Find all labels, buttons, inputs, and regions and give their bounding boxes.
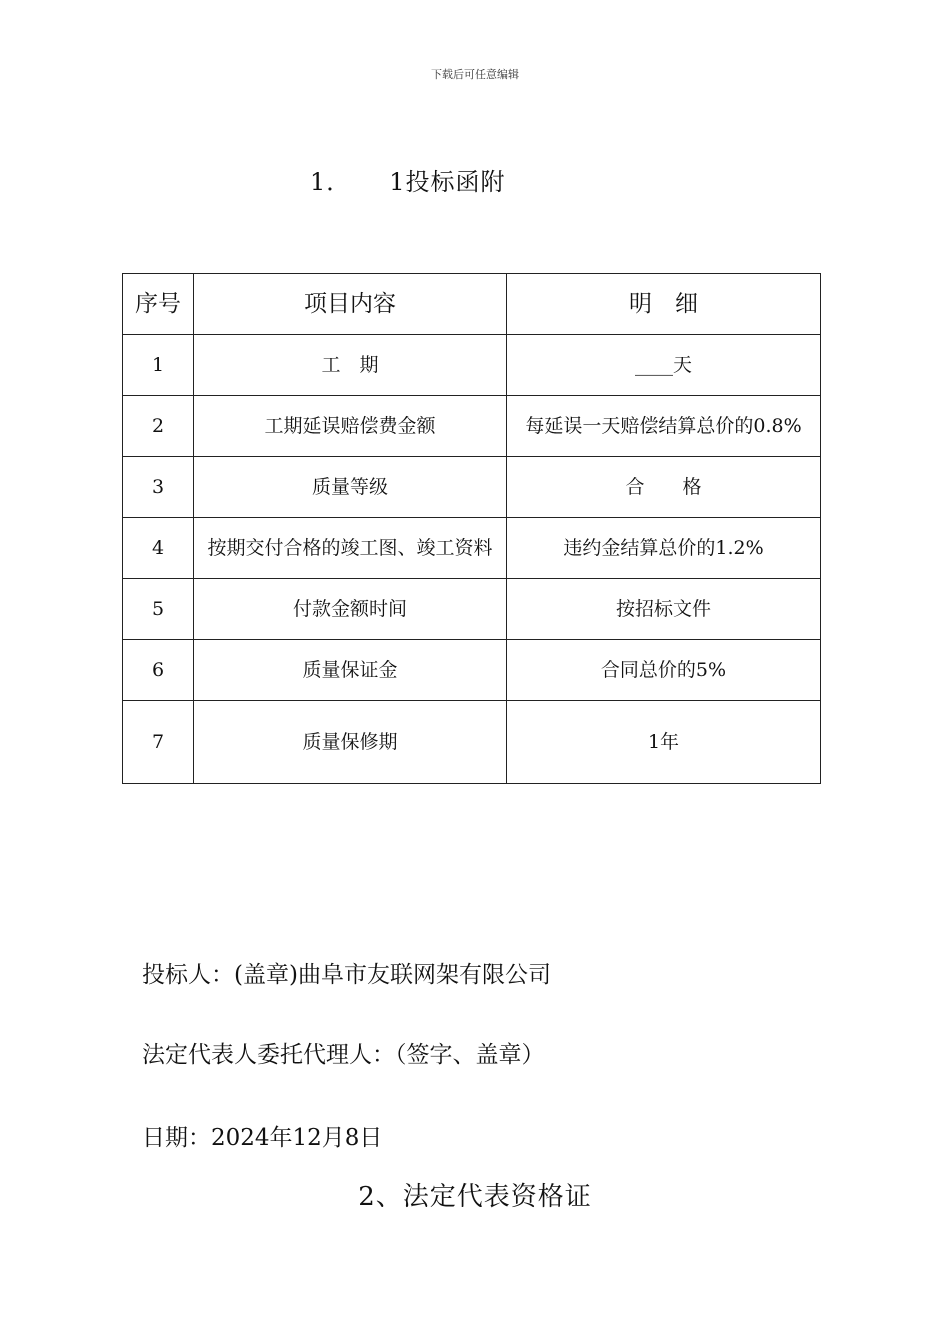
cell-item: 工 期 [194, 335, 507, 396]
cell-no: 6 [123, 640, 194, 701]
bid-appendix-table [122, 273, 821, 784]
cell-detail: 按招标文件 [507, 579, 821, 640]
cell-no: 7 [123, 701, 194, 784]
cell-detail: 合 格 [507, 457, 821, 518]
header-detail: 明 细 [507, 274, 821, 335]
cell-item: 质量等级 [194, 457, 507, 518]
table-header-row [123, 274, 821, 335]
table-row [123, 335, 821, 396]
cell-detail: 1年 [507, 701, 821, 784]
cell-no: 1 [123, 335, 194, 396]
cell-item: 质量保证金 [194, 640, 507, 701]
cell-item: 按期交付合格的竣工图、竣工资料 [194, 518, 507, 579]
cell-detail: 违约金结算总价的1.2% [507, 518, 821, 579]
table-row [123, 518, 821, 579]
cell-no: 5 [123, 579, 194, 640]
header-no: 序号 [123, 274, 194, 335]
cell-item: 质量保修期 [194, 701, 507, 784]
table-row [123, 579, 821, 640]
section2-title: 2、法定代表资格证 [358, 1182, 592, 1212]
table-row [123, 701, 821, 784]
cell-no: 4 [123, 518, 194, 579]
bidder-line: 投标人：(盖章)曲阜市友联网架有限公司 [142, 962, 551, 988]
cell-item: 付款金额时间 [194, 579, 507, 640]
section-title: 1． 1投标函附 [310, 168, 506, 196]
agent-signature-line: 法定代表人委托代理人：（签字、盖章） [142, 1042, 545, 1068]
table-row [123, 640, 821, 701]
cell-no: 3 [123, 457, 194, 518]
table-row [123, 457, 821, 518]
date-line: 日期：2024年12月8日 [142, 1125, 383, 1151]
header-item: 项目内容 [194, 274, 507, 335]
cell-detail: ____天 [507, 335, 821, 396]
header-note: 下载后可任意编辑 [431, 68, 519, 81]
cell-detail: 每延误一天赔偿结算总价的0.8% [507, 396, 821, 457]
cell-detail: 合同总价的5% [507, 640, 821, 701]
cell-no: 2 [123, 396, 194, 457]
table-row [123, 396, 821, 457]
cell-item: 工期延误赔偿费金额 [194, 396, 507, 457]
